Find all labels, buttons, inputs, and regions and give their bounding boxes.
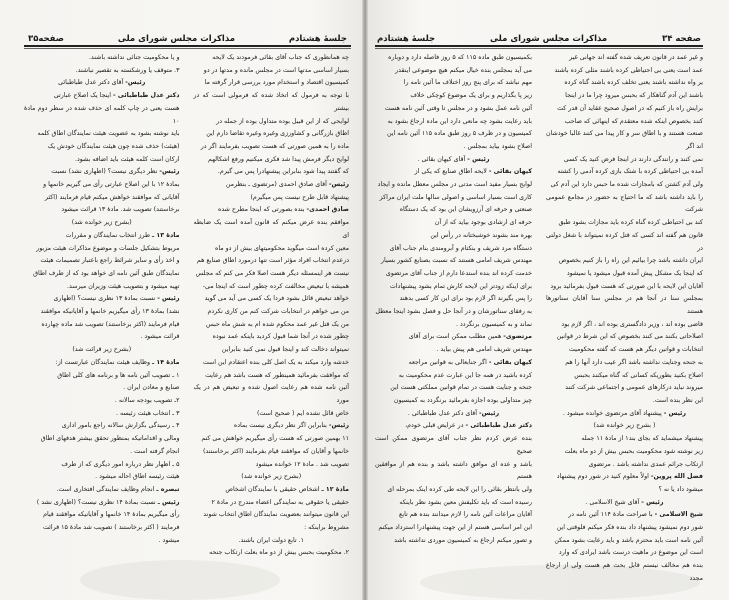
header-rule [375, 45, 703, 47]
text-line: رئیس- آقای دکتر عدل طباطبائی . [407, 409, 500, 417]
text-line: ۲ـ تصویب بودجه سالانه . [114, 396, 180, 404]
text-line: اصلاح بشود بیاید بمجلس . [463, 142, 532, 150]
text-line: بکمیسیون طبق ماده ۱۱۵ که ۵ روز فاصله دارد و دوباره [388, 54, 532, 61]
page-number: صفحه۳۵ [28, 34, 65, 44]
text-line: کیهان بقائی - لایحه اطاق صنایع که یکی از [414, 168, 532, 176]
text-line: برایش راه باز کنیم که در اصول صحیح عقاید آن قدر کث [557, 104, 703, 112]
text-line: ( بشرح زیر خوانده شد) [593, 422, 656, 430]
speaker-name: کیهان بقائی - [488, 168, 532, 176]
page-header [28, 30, 347, 44]
text-line: نشد) بمادهٔ ۱۳ رأی میگیریم خانمها و آقایانیکه موافقند [40, 308, 180, 316]
text-line: و اخذ رأی و سایر شرائط راجع باعتبار تصمیمات هیئت [40, 257, 180, 265]
column-left [375, 52, 532, 586]
text-line: مادهٔ ۱۴ ـ وظایف هیئت نمایندگان عبارتست از: [55, 358, 180, 366]
text-line: هیئت رئیسه اطاق احاله میشود . [95, 473, 180, 481]
speaker-name: مادهٔ ۱۳ ـ [152, 231, 180, 239]
book-gutter [362, 0, 368, 600]
text-line: خواهد تبعیض قائل بشود فردا یک کسی می آید می گوید [204, 295, 349, 303]
text-line: حرفه ای ارشادی بوجود بیاید که از آن [434, 219, 532, 227]
text-line: رئیس - نسبت بمادهٔ ۱۳ نظری نیست؟ (اظهاری [53, 295, 180, 303]
text-line: نیست هر اینمسئله دیگر هست اصلا فکر می کنم که مجلس [195, 269, 349, 277]
speaker-name: دکتر عدل طباطبائی - [465, 422, 532, 430]
text-line: رئیس- آقای صادق احمدی (مرتضوی ـ بنظرمن [225, 181, 349, 189]
text-line: دکتر عدل طباطبائی - اینجا یک اصلاح عبارتی [53, 92, 180, 100]
header-rule-thin [24, 48, 351, 49]
text-line: مشروط براینکه : [304, 524, 349, 532]
text-line: این قانون میتوانند بعضویت نمایندگان اطاق انتخاب شوند [203, 511, 349, 519]
speaker-name: رئیس- [479, 409, 500, 417]
speaker-name: رئیس - [157, 295, 180, 303]
text-line: اطاق بازرگانی و کشاورزی وغیره وغیره تقاضا دارم این [206, 130, 349, 138]
speaker-name: فضل الله پروین- [650, 473, 703, 481]
text-line: مربوط بتشکیل جلسات و موضوع مذاکرات هیئت مزبور [36, 244, 180, 252]
text-line: مرتضوی- همین مطلب ممکن است برای آقای [408, 333, 532, 341]
text-line: نماند و به کمیسیون برنگردد . [455, 320, 532, 328]
text-line: چطور شده در آنجا شما قبول کردید باینکه عمد نبوده [212, 333, 349, 341]
text-line: زیر نوشته شود محکومیت بحبس بیش از دو ماه بعلت [564, 447, 703, 455]
text-line: مهندس شریف امامی هم پیش بیاید . [436, 346, 532, 354]
text-line: کاری است بسیار اساسی و اصولی سالها ملت ایران مراکز [379, 193, 532, 201]
text-line: این امر اساسی هستم از این جهت پیشنهادرا استرداد میکنم [378, 524, 532, 532]
text-line: خاص قائل نشده ایم ( صحیح است) [256, 409, 349, 417]
speaker-name: کیهان بقائی - [488, 358, 532, 366]
text-line: و غیر عمد در قانون تعریف شده گفته اند جهانی غیر [569, 54, 703, 61]
text-line: ۱ ـ تصویب آئین نامه ها و برنامه های کلی اطاق [57, 371, 180, 379]
column-left [24, 52, 180, 560]
text-line: را پس بگیرند اگر لازم بود برای این کار کسی بدهند [399, 295, 532, 303]
text-line: آمده بی احتیاطی کرده با شتک بازی کرده آدمی را کشته [557, 168, 703, 176]
text-line: صادق احمدی- بنده بصورتی که اینجا مطرح شده [218, 206, 349, 214]
text-line: تهیه میشود و بتصویب هیئت وزیران میرسد. [66, 282, 180, 290]
text-line: اصلاحاتی بکنند می کنند بخصوص که این شرط در قوانین [556, 333, 703, 341]
page-title: مذاکرات مجلس شورای ملی [117, 34, 235, 44]
text-line: (بشرح زیر خوانده شد) [71, 219, 132, 227]
text-line: انجام گرفته است . [130, 447, 180, 455]
text-line: زیر پا بگذاریم و برای یک موضوع کوچکی خلاف [410, 92, 532, 100]
text-line: کند بی احتیاطی کرده گناه کرده باید مجازات بشود طبق [558, 219, 703, 227]
text-line: درعدم انتخاب افراد مؤثر است تنها درمورد اطاق صنایع هم [196, 257, 349, 265]
text-line: و یا محکومیت جنائی نداشته باشند. [88, 54, 180, 61]
text-line: ایران داشته باشد چرا بیائیم این راه را باز کنیم بخصوص [558, 257, 703, 265]
text-line: رئیس - آقای شیخ الاسلامی . [585, 498, 664, 506]
speaker-name: رئیس- [159, 168, 180, 176]
text-line: بنده هم مخالف نیستم قابل بحث هم هست ولی از ارجاع مجدد [546, 562, 703, 582]
text-line: باشد و عده ای موافق داشته باشد و بنده هم از موافقین هستم [375, 460, 532, 481]
text-line: قرائت میشود . [140, 333, 180, 341]
text-line: معین کرده است میگوید محکومیتهای بیش از دو ماه [215, 244, 349, 252]
text-line: میروند نباید درکارهای عمومی و اجتماعی شرکت کنند [565, 384, 703, 392]
speaker-name: مادهٔ ۱۴ ـ [152, 358, 180, 366]
text-line: کنند بخصوص اینکه شده معتقدم که اینهائی که صاحب [564, 117, 703, 125]
text-line: که اینجا یک مشکل پیش آمده قبول میشود یا نمیشود [566, 269, 703, 277]
text-line: ارتکاب جرائم عمدی نداشته باشد . مرتضوی [588, 460, 703, 468]
speaker-name: شیخ الاسلامی - [654, 511, 703, 519]
text-line: چیز متداولی بوده اجازه بفرمائید برنگردد به کمیسیون [393, 396, 532, 404]
text-line: رئیس- آقای دکتر عدل طباطبائی [58, 79, 146, 87]
text-line: ولی بانتظر بقائی را این لایحه طی کرده اینک بمرحله ای [387, 485, 532, 493]
text-line: آئین نامه عمل بشود و در مجلس تا وقتی آئین نامه هست [384, 104, 532, 112]
text-line: پیشنهاد قابل طرح نیست پس میگیرم) [250, 193, 349, 201]
page-session: جلسهٔ هشتادم [377, 34, 436, 44]
text-line: مادهٔ ۱۲ ـ اشخاص حقیقی با نمایندگان اشخاص [225, 485, 349, 493]
text-line: فضل الله پروین- اولاً معلوم کنید در شور دوم پیشنهاد [556, 473, 703, 481]
text-line: تصویب شد . مادهٔ ۱۲ خوانده میشود [255, 460, 349, 468]
text-line: رئیس - آقای کیهان بقائی . [417, 155, 490, 163]
speaker-name: مادهٔ ۱۲ ـ [321, 485, 349, 493]
text-line: خانمها و آقایان که موافقند قیام بفرمایند (اکثر برخاستند) [202, 447, 349, 455]
text-line: خدمت کرده اند بنده استدعا دارم از جناب آقای مرتضوی [385, 269, 532, 277]
text-line: صنعتی و حرفه ای آرزویشان این بود که یک دستگاه [399, 206, 532, 214]
text-line: دکتر عدل طباطبائی - در عرایض قبلی خودم، [405, 422, 532, 430]
text-line: باشند این آدم گناهکار که بحبس میرود چرا ما در اینجا [565, 92, 703, 100]
text-line: بمجلس سنا در آنجا هم در مجلس سنا آقایان سناتورها هستند [546, 295, 703, 316]
paper-stain [420, 565, 700, 600]
text-line: نمی کنند و رانندگی دارند در اینجا فرض کنید یک کسی [563, 155, 703, 163]
text-columns [375, 52, 703, 586]
text-line: من یک قتل غیر عمد محکوم شده ام به شش ماه حبس [205, 320, 349, 328]
text-line: عمد است یعنی بی احتیاطی کرده باشند مثلی کرده باشند [554, 66, 703, 74]
text-line: که موافقت بفرمائید همینطور که هست باشد هم رعایت [205, 371, 349, 379]
text-line: صنعت هستند و با اطاق سر و کار پیدا می کنند غالبا خودشان اند اگر [546, 130, 703, 150]
text-line: شور دوم نمیشود پیشنهاد داد بنده فکر میکنم فلوقتی این [556, 524, 703, 532]
page-number: صفحه ۳۴ [662, 34, 701, 44]
text-line: بهره مند بشوند خوشبختانه در رأس این [430, 231, 532, 239]
text-line: رئیس ـ نسبت بمادهٔ ۱۴ نظری نیست؟ (اظهاری نشد ) [36, 498, 180, 506]
text-line: (بشرح زیر خوانده شد) [241, 473, 302, 481]
text-line: دستگاه مرد شریف و بنکتام و آبرومندی بنام جناب آقای [389, 244, 532, 252]
text-line: آقایان این لایحه با این صورتی که هست قبول بفرمائید برود [550, 282, 703, 290]
text-line: به جنحه وجنایت نداشته باشد اگر عیب دارد آنها را هم [565, 358, 703, 366]
text-line: فرمایند ( اکثر برخاستند ) تصویب شد مادهٔ ۱۵ قرائت [42, 524, 180, 532]
text-line: رئیس- نظر دیگری نیست؟ (اظهاری نشد) نسبت [51, 168, 180, 176]
text-line: برخاستند) تصویب شد. مادهٔ ۱۳ قرائت میشود [61, 206, 180, 214]
speaker-name: رئیس - [663, 409, 687, 417]
speaker-name: رئیس - [467, 155, 490, 163]
text-line: آئین نامه است باید محترم باشد و باید رعایت بشود ممکن [554, 536, 703, 544]
text-line: من می خواهم در انتخابات شرکت کنم من کاری نکردم [207, 308, 349, 316]
text-line: قاضی بوده اند ، وزیر دادگستری بوده اند ، اگر لازم بود [561, 320, 703, 328]
text-line: رئیس - پیشنهاد آقای مرتضوی خوانده میشود . [562, 409, 687, 417]
text-line: ماده را به همین صورتی که هست تصویب بفرمایند اگر در [200, 142, 349, 150]
speaker-name: صادق احمدی- [306, 206, 349, 214]
text-line: نمیتواند دخالت کند و اینجا قبول نمی کنید بنابراین [221, 346, 349, 354]
text-line: را باید داشته باشد که ما احتیاج به حضور در مجامع عمومی شرکت [546, 193, 703, 214]
text-line: باید رعایت بشود چه مانعی دارد این ماده ارجاع بشود به [387, 117, 532, 125]
page-session: جلسهٔ هشتادم [288, 34, 347, 44]
speaker-name: رئیس- [125, 79, 146, 87]
speaker-name: تبصره ـ [156, 485, 180, 493]
text-line: رئیس- بنابراین اگر نظر دیگری نیست بماده [233, 422, 349, 430]
text-line: کمیسیون اقتصاد و استخدام مورد بررسی قرار گرفته ما [204, 79, 349, 87]
text-line: ۱. تابع دولت ایران باشند. [238, 536, 305, 544]
page-header [377, 30, 701, 44]
speaker-name: رئیس ـ [157, 498, 180, 506]
text-line: کیهان بقائی - اگر جنابعالی به قوانین مراجعه [408, 358, 532, 366]
text-line: ۳ ـ انتخاب هیئت رئیسه . [115, 409, 180, 417]
column-right [546, 52, 703, 586]
paper-stain [80, 560, 280, 600]
text-line: اصلاح بکنید بطوریکه کسانی که گناه میکنند بحبس [574, 371, 703, 379]
text-line: قیام فرمایند (اکثر برخاستند) تصویب شد ماده چهارده [41, 320, 180, 328]
text-line: میشود داد یا نه ؟ [658, 485, 703, 493]
text-line: (بشرح زیر قرائت شد) [72, 346, 132, 354]
text-line: بسیار اساسی مدتها است در مجلس مانده و مدتها در دو [203, 66, 349, 74]
text-line: است این موضوع در ماهیت درست باشد ایرادی که وارد [558, 549, 703, 557]
text-line: خدشه وارد میکند به یک اصل کلی بنده اعتقادم این است [202, 358, 349, 366]
text-line: این نظر بنده است. [652, 396, 703, 404]
text-line: آقایانی که موافقند خواهش میکنم قیام فرمایند (اکثر [44, 193, 180, 201]
speaker-name: رئیس - [641, 498, 664, 506]
text-line: می آید بمجلس بنده خیال میکنم هیچ موضوعی اینقدر [395, 66, 532, 74]
text-line: ۴ ـ رسیدگی بگزارش سالانه راجع بامور اداری [61, 422, 180, 430]
text-line: ۵ ـ اظهار نظر درباره امور دیگری که از طرف [61, 460, 180, 468]
text-line: آقایان مراعات آئین نامه را لازم میدانند بنده هم تابع [399, 511, 532, 519]
text-line: چه همانطوری که جناب آقای بقائی فرمودند یک لایحه [212, 54, 349, 61]
text-line: موافقم بنده عرض میکنم که قانون آمده است یک ضابطه ای [193, 219, 349, 239]
text-line: که گفتند پیدا شود بنابراین پیشنهادرا پس می گیرم. [217, 168, 349, 176]
text-line: مهندس شریف امامی هستند که نسبت بصنایع کشور بسیار [380, 257, 532, 265]
text-line: میشود . [158, 536, 180, 544]
text-line: ومالی و اقداماتیکه بمنظور تحقق بیشتر هدفهای اطاق [40, 435, 180, 443]
text-line: برای اینکه زودتر این لایحه کارش تمام بشود پیشنهادات [389, 282, 532, 290]
text-line: با توجه به فرمول که اتخاذ شده که فرمولی است که در بیشتر [193, 92, 349, 112]
text-line: بمادهٔ ۱۲ با این اصلاح عبارتی رأی می گیریم خانمها و [43, 181, 180, 189]
text-line: ۳. متوقف یا ورشکسته به تقصیر نباشند. [75, 66, 180, 74]
text-line: بنده عرض کردم نظر جناب آقای مرتضوی ممکن است صحیح [375, 435, 532, 455]
text-line: رأی میگیریم بمادهٔ ۱۴ خانمها و آقایانیکه موافقند قیام [43, 511, 180, 519]
page-title: مذاکرات مجلس شورای ملی [490, 34, 608, 44]
text-columns [24, 52, 349, 560]
page-34 [365, 0, 729, 600]
speaker-name: دکتر عدل طباطبائی - [113, 92, 180, 100]
speaker-name: رئیس- [328, 422, 349, 430]
text-line: صنایع و معادن ایران . [123, 384, 180, 392]
speaker-name: مرتضوی- [503, 333, 532, 341]
text-line: حقیقی یا حقوقی به نمایندگی اعضاء مندرج در مادهٔ ۲ [211, 498, 349, 506]
header-rule-thin [375, 48, 703, 49]
text-line: نمایندگان طبق آئین نامه ای خواهد بود که از طرف اطاق [33, 269, 180, 277]
text-line: ۱۱ بهمین صورتی که هست رأی میگیریم خواهش می کنم [201, 435, 349, 443]
text-line: تبصره ـ انجام وظایف نمایندگی افتخاری است. [56, 485, 180, 493]
speaker-name: رئیس- [328, 181, 349, 189]
text-line: مهم نباشد که برای پنج روز اختلاف ما آئین نامه را [403, 79, 532, 87]
text-line: ولی آدم کشتن که بامجازات شده ما حبس دارد این آدم کی [550, 181, 703, 189]
text-line: جنحه و جنایت هست در تمام قوانین مملکتی هست این [390, 384, 532, 392]
text-line: انتخابات و قوانین دیگر هم هست که گفته محکومیت [568, 346, 703, 354]
text-line: آئین نامه شده هم رعایت اصول شده و تبعیض هم در یک مورد [193, 384, 349, 404]
text-line: لوایح دیگر فرمش پیدا شد فکری میکنیم ورفع اشکالهم [208, 155, 349, 163]
text-line: یر واه نداشته باشند یعنی تخلف کرده باشند گناه کرده [564, 79, 703, 87]
text-line: هست یعنی در چاپ کلمه ای حذف شده در سطر دوم مادهٔ ۱۰ [24, 104, 180, 125]
text-line: کمیسیون و در ظرف ۵ روز طبق ماده ۱۱۵ آئین نامه این [387, 130, 532, 138]
text-line: شیخ الاسلامی - با صراحت مادهٔ ۱۱۴ آئین نامه در [568, 511, 703, 519]
text-line: پیشنهاد میشماید که بجای بند۱ از مادهٔ ۱۱ جمله [581, 435, 703, 443]
text-line: کرده باشید در همه جا این عبارت عدم محکومیت به [398, 371, 532, 379]
text-line: قانون هم گفته اند کسی که قتل کرده نمیتواند با شغل دولتی در [546, 231, 703, 252]
text-line: ارکان است کلمه هیئت باید اضافه بشود. [74, 155, 180, 163]
text-line: (هیئت) حذف شده چون هیئت نمایندگان خودش یک [47, 142, 180, 150]
text-line: و تصور میکنم ارجاع به کمیسیون موردی نداشته باشد [394, 536, 532, 544]
column-right [194, 52, 350, 560]
text-line: باید نوشته بشود به عضویت هیئت نمایندگان اطاق کلمه [37, 130, 180, 138]
text-line: همیشه با تبعیض مخالفت کرده چطور است که اینجا می- [202, 282, 349, 290]
header-rule [24, 45, 351, 47]
text-line: رسیده است که باید تکلیفش معین بشود نظر باینکه [399, 498, 532, 506]
text-line: ۲. محکومیت بحبس بیش از دو ماه بعلت ارتکاب جنحه [209, 549, 349, 557]
text-line: لوایح بسیار مفید است مدتی در مجلس معطل مانده و ایجاد [377, 181, 532, 189]
text-line: مادهٔ ۱۳ ـ طرز انتخاب نمایندگان و مقررات [65, 231, 180, 239]
text-line: لوایحی که از این قبیل بوده متداول بوده از جمله در [216, 117, 349, 125]
text-line: به رفقای سناتورشان و در آنجا حل و فصل بشود اینجا معطل [375, 308, 532, 316]
